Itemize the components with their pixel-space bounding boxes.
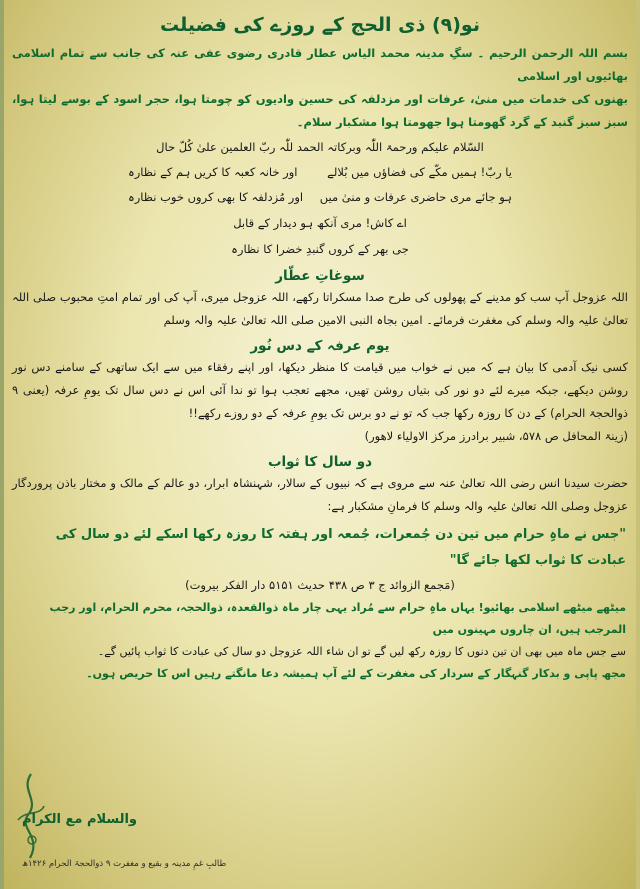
signoff: والسلام مع الکرام [22,812,137,827]
intro-line-1: بسم اللہ الرحمن الرحیم ۔ سگِ مدینہ محمد الیاس عطار قادری رضوی عفی عنہ کی جانب سے تمام اسلامی بھائیوں اور اسلامی [12,46,628,83]
hadith-reference: (مَجمع الزوائد ج ۳ ص ۴۳۸ حدیث ۵۱۵۱ دار الفکر بیروت) [185,578,455,592]
document-page [8,6,632,883]
poem-line-3: اے کاش! مری آنکھ ہو دیدار کے قابل [233,216,407,230]
page-title: نو(۹) ذی الحج کے روزے کی فضیلت [160,14,480,36]
arafah-heading: یوم عرفہ کے دس نُور [250,338,390,354]
poem-line-2: ہو جائے مری حاضری عرفات و منیٰ میں اور مُزدلفہ کا بھی کروں خوب نظارہ [128,190,512,204]
poem [8,160,632,262]
note-line-1: میٹھے میٹھے اسلامی بھائیو! یہاں ماہِ حرام سے مُراد یہی چار ماہ ذوالقعدہ، ذوالحجہ، محرم الحرام، اور رجب المرجب ہیں، ان چاروں مہینوں میں [49,601,626,636]
souvenir-heading: سوغاتِ عطّار [275,268,365,284]
hadith-text: "جس نے ماہِ حرام میں تین دن جُمعرات، جُمعہ اور ہفتہ کا روزہ رکھا اسکے لئے دو سال کی عبادت کا ثواب لکھا جائے گا" [55,527,626,568]
poem-line-1: یا ربّ! ہمیں مکّے کی فضاؤں میں بُلالے اور خانہ کعبہ کا کریں ہم کے نظارہ [128,165,512,179]
souvenir-text: اللہ عزوجل آپ سب کو مدینے کے پھولوں کی طرح صدا مسکراتا رکھے، اللہ عزوجل میری، آپ کی اور تمام امتِ محبوب صلی اللہ تعالیٰ علیہ والہ وسلم کی مغفرت فرمائے۔ امین بجاہ النبی الامین صلی اللہ تعالیٰ علیہ والہ وسلم [12,290,628,327]
poem-line-4: جی بھر کے کروں گنبدِ خضرا کا نظارہ [231,242,409,256]
reward-text: حضرت سیدنا انس رضی اللہ تعالیٰ عنہ سے مروی ہے کہ نبیوں کے سالار، شہنشاہ ابرار، دو عالم کے مالک و مختار باذن پروردگار عزوجل وصلی اللہ تعالیٰ علیہ والہ وسلم کا فرمانِ مشکبار ہے: [12,476,628,513]
arafah-text: کسی نیک آدمی کا بیان ہے کہ میں نے خواب میں قیامت کا منظر دیکھا، اور اپنے رفقاء میں سے ایک ساتھی کے سامنے دس نور روشن دیکھے، جبکہ میرے لئے دو نور کی بتیاں روشن تھیں، مجھے تعجب ہوا تو ندا آئی اس نے دس سال تک یومِ عرفہ (یعنی ۹ ذوالحجۃ الحرام) کے دن کا روزہ رکھا جب کہ تو نے دو برس تک یومِ عرفہ کے دو روزے رکھے!! [12,360,628,420]
intro-line-2: بھنوں کی خدمات میں منیٰ، عرفات اور مزدلفہ کی حسین وادیوں کو چومتا ہوا، حجر اسود کے بوسے لیتا ہوا، سبز سبز گنبد کے گرد گھومتا ہوا جھومتا ہوا مشکبار سلام۔ [12,92,628,129]
reward-heading: دو سال کا ثواب [267,454,373,470]
arafah-reference: (زینۃ المحافل ص ۵۷۸، شبیر برادرز مرکز الاولیاء لاھور) [364,429,628,443]
note-line-2: سے جس ماہ میں بھی ان تین دنوں کا روزہ رکھ لیں گے تو ان شاء اللہ عزوجل دو سال کی عبادت کا ثواب پائیں گے۔ [97,645,626,658]
footer-note: طالبِ غمِ مدینہ و بقیع و مغفرت ۹ ذوالحجۃ الحرام ۱۴۲۶ھ [22,859,227,869]
note-line-3: مجھ پاپی و بدکار گنہگار کے سردار کی مغفرت کے لئے آپ ہمیشہ دعا مانگتے رہیں اس کا حریص ہوں۔ [86,667,626,680]
greeting: السّلام علیکم ورحمۃ اللّٰہ وبرکاتہ الحمد للّٰہ ربّ العلمین علیٰ کُلّ حال [156,140,484,154]
